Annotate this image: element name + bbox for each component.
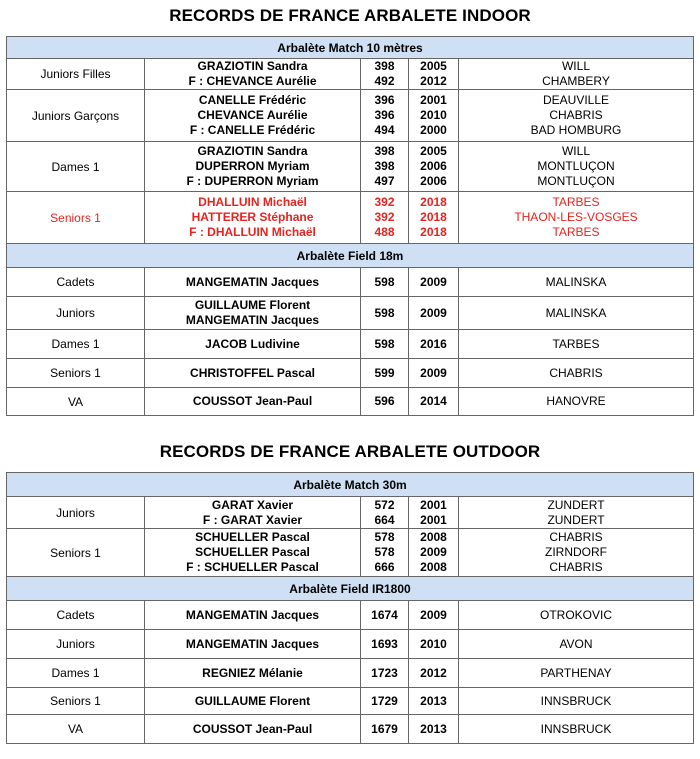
category-cell: Juniors Garçons: [7, 90, 145, 142]
place-cell: [459, 192, 694, 244]
archer-name-line: MANGEMATIN Jacques: [185, 636, 320, 651]
score-line: 492: [374, 74, 395, 88]
archer-name-line: GRAZIOTIN Sandra: [197, 144, 308, 158]
score-line: 664: [374, 512, 395, 527]
year-line: 2001: [420, 497, 447, 512]
score-cell: [361, 297, 409, 330]
place-line: CHAMBERY: [542, 74, 610, 88]
category-cell: Juniors: [7, 630, 145, 659]
place-line: HANOVRE: [546, 394, 606, 408]
place-cell: [459, 297, 694, 330]
place-cell: [459, 688, 694, 715]
archer-names-cell: [145, 688, 361, 715]
archer-name-line: DHALLUIN Michaël: [198, 195, 307, 209]
year-line: 2006: [420, 159, 447, 173]
year-cell: [409, 90, 459, 142]
record-row: [7, 90, 694, 142]
year-line: 2013: [420, 693, 447, 708]
place-cell: [459, 59, 694, 90]
archer-name-line: GUILLAUME Florent: [194, 298, 311, 312]
place-cell: [459, 601, 694, 630]
category-cell: VA: [7, 388, 145, 416]
score-cell: [361, 715, 409, 744]
score-line: 497: [374, 174, 395, 188]
year-line: 2009: [420, 274, 447, 289]
place-line: MONTLUÇON: [537, 174, 615, 188]
archer-name-line: REGNIEZ Mélanie: [202, 665, 303, 680]
score-cell: [361, 601, 409, 630]
record-row: [7, 529, 694, 577]
place-cell: [459, 497, 694, 529]
place-cell: [459, 359, 694, 388]
year-cell: [409, 715, 459, 744]
category-cell: Dames 1: [7, 142, 145, 192]
year-line: 2018: [420, 210, 447, 224]
record-row: [7, 630, 694, 659]
place-cell: [459, 142, 694, 192]
place-line: WILL: [561, 144, 590, 158]
archer-names-cell: [145, 142, 361, 192]
year-cell: [409, 497, 459, 529]
archer-names-cell: [145, 192, 361, 244]
score-cell: [361, 359, 409, 388]
year-cell: [409, 388, 459, 416]
score-line: 578: [374, 530, 395, 544]
archer-name-line: F : CHEVANCE Aurélie: [188, 74, 317, 88]
score-cell: [361, 59, 409, 90]
year-line: 2009: [420, 365, 447, 380]
outdoor-records-table: [6, 472, 694, 744]
category-cell: Seniors 1: [7, 359, 145, 388]
year-cell: [409, 297, 459, 330]
score-cell: [361, 630, 409, 659]
place-line: ZUNDERT: [547, 497, 605, 512]
place-line: MALINSKA: [545, 305, 607, 320]
year-line: 2005: [420, 59, 447, 73]
place-cell: [459, 330, 694, 359]
year-line: 2006: [420, 174, 447, 188]
category-cell: Juniors Filles: [7, 59, 145, 90]
archer-names-cell: [145, 90, 361, 142]
score-cell: [361, 659, 409, 688]
year-cell: [409, 659, 459, 688]
score-cell: [361, 388, 409, 416]
place-cell: [459, 715, 694, 744]
place-line: THAON-LES-VOSGES: [514, 210, 638, 224]
place-line: INNSBRUCK: [540, 693, 612, 708]
record-row: [7, 297, 694, 330]
place-line: CHABRIS: [549, 365, 603, 380]
year-line: 2018: [420, 195, 447, 209]
place-line: OTROKOVIC: [539, 607, 612, 622]
score-line: 578: [374, 545, 395, 559]
score-line: 572: [374, 497, 395, 512]
archer-name-line: GUILLAUME Florent: [194, 693, 311, 708]
record-row: [7, 359, 694, 388]
year-line: 2005: [420, 144, 447, 158]
score-line: 1674: [371, 607, 398, 622]
score-line: 599: [374, 365, 395, 380]
score-line: 392: [374, 195, 395, 209]
category-cell: Seniors 1: [7, 192, 145, 244]
archer-name-line: JACOB Ludivine: [205, 336, 300, 351]
archer-names-cell: [145, 59, 361, 90]
record-row: [7, 688, 694, 715]
score-line: 666: [374, 560, 395, 574]
place-cell: [459, 529, 694, 577]
score-line: 396: [374, 108, 395, 122]
record-row: [7, 715, 694, 744]
archer-names-cell: [145, 497, 361, 529]
year-line: 2009: [420, 305, 447, 320]
score-line: 398: [374, 159, 395, 173]
record-row: [7, 659, 694, 688]
score-line: 1693: [371, 636, 398, 651]
archer-name-line: F : DHALLUIN Michaël: [189, 225, 316, 239]
archer-name-line: GRAZIOTIN Sandra: [197, 59, 308, 73]
place-line: TARBES: [552, 225, 600, 239]
year-cell: [409, 330, 459, 359]
archer-name-line: GARAT Xavier: [211, 497, 294, 512]
archer-names-cell: [145, 659, 361, 688]
year-cell: [409, 192, 459, 244]
record-row: [7, 601, 694, 630]
place-line: INNSBRUCK: [540, 721, 612, 736]
year-line: 2000: [420, 123, 447, 137]
place-cell: [459, 268, 694, 297]
year-line: 2012: [420, 74, 447, 88]
archer-name-line: MANGEMATIN Jacques: [185, 274, 320, 289]
category-cell: Seniors 1: [7, 688, 145, 715]
archer-names-cell: [145, 359, 361, 388]
archer-names-cell: [145, 388, 361, 416]
archer-name-line: COUSSOT Jean-Paul: [192, 721, 313, 736]
archer-name-line: CHRISTOFFEL Pascal: [190, 365, 315, 380]
score-cell: [361, 90, 409, 142]
place-line: ZUNDERT: [547, 512, 605, 527]
year-line: 2018: [420, 225, 447, 239]
year-line: 2008: [420, 530, 447, 544]
indoor-records-table: [6, 36, 694, 416]
score-cell: [361, 688, 409, 715]
place-cell: [459, 90, 694, 142]
place-cell: [459, 388, 694, 416]
section-header: Arbalète Match 30m: [7, 473, 694, 497]
score-cell: [361, 529, 409, 577]
year-line: 2013: [420, 721, 447, 736]
score-line: 398: [374, 144, 395, 158]
place-cell: [459, 630, 694, 659]
archer-name-line: CHEVANCE Aurélie: [197, 108, 308, 122]
place-line: MONTLUÇON: [537, 159, 615, 173]
place-line: TARBES: [552, 336, 600, 351]
place-line: CHABRIS: [549, 560, 603, 574]
record-row: [7, 388, 694, 416]
place-line: AVON: [559, 636, 593, 651]
score-cell: [361, 497, 409, 529]
score-cell: [361, 192, 409, 244]
record-row: [7, 142, 694, 192]
place-line: BAD HOMBURG: [530, 123, 622, 137]
score-line: 398: [374, 59, 395, 73]
score-line: 494: [374, 123, 395, 137]
score-line: 598: [374, 336, 395, 351]
place-line: CHABRIS: [549, 108, 603, 122]
archer-names-cell: [145, 268, 361, 297]
year-cell: [409, 529, 459, 577]
category-cell: Dames 1: [7, 659, 145, 688]
year-line: 2009: [420, 607, 447, 622]
score-line: 1723: [371, 665, 398, 680]
archer-name-line: DUPERRON Myriam: [195, 159, 310, 173]
section-header: Arbalète Field 18m: [7, 244, 694, 268]
place-line: MALINSKA: [545, 274, 607, 289]
archer-name-line: F : GARAT Xavier: [202, 512, 303, 527]
outdoor-title: RECORDS DE FRANCE ARBALETE OUTDOOR: [159, 442, 541, 461]
archer-names-cell: [145, 715, 361, 744]
record-row: [7, 192, 694, 244]
archer-name-line: MANGEMATIN Jacques: [185, 313, 320, 327]
record-row: [7, 59, 694, 90]
archer-names-cell: [145, 330, 361, 359]
place-line: DEAUVILLE: [542, 93, 610, 107]
place-line: CHABRIS: [549, 530, 603, 544]
category-cell: Dames 1: [7, 330, 145, 359]
score-line: 396: [374, 93, 395, 107]
archer-name-line: SCHUELLER Pascal: [195, 530, 310, 544]
category-cell: Cadets: [7, 601, 145, 630]
archer-names-cell: [145, 601, 361, 630]
score-line: 1729: [371, 693, 398, 708]
year-cell: [409, 268, 459, 297]
score-line: 598: [374, 274, 395, 289]
year-cell: [409, 359, 459, 388]
category-cell: Cadets: [7, 268, 145, 297]
year-line: 2001: [420, 93, 447, 107]
place-line: ZIRNDORF: [545, 545, 607, 559]
archer-name-line: F : SCHUELLER Pascal: [186, 560, 319, 574]
category-cell: Seniors 1: [7, 529, 145, 577]
archer-name-line: HATTERER Stéphane: [191, 210, 314, 224]
archer-name-line: SCHUELLER Pascal: [195, 545, 310, 559]
year-line: 2016: [420, 336, 447, 351]
archer-name-line: MANGEMATIN Jacques: [185, 607, 320, 622]
score-line: 1679: [371, 721, 398, 736]
indoor-title: RECORDS DE FRANCE ARBALETE INDOOR: [169, 6, 531, 25]
year-line: 2008: [420, 560, 447, 574]
score-cell: [361, 142, 409, 192]
year-cell: [409, 142, 459, 192]
category-cell: Juniors: [7, 297, 145, 330]
category-cell: VA: [7, 715, 145, 744]
score-line: 596: [374, 394, 395, 408]
record-row: [7, 497, 694, 529]
section-header-row: [7, 244, 694, 268]
archer-name-line: F : CANELLE Frédéric: [189, 123, 316, 137]
year-line: 2010: [420, 108, 447, 122]
year-cell: [409, 59, 459, 90]
archer-name-line: CANELLE Frédéric: [198, 93, 307, 107]
year-line: 2010: [420, 636, 447, 651]
archer-names-cell: [145, 297, 361, 330]
year-line: 2009: [420, 545, 447, 559]
place-line: WILL: [561, 59, 590, 73]
record-row: [7, 330, 694, 359]
year-cell: [409, 688, 459, 715]
section-header-row: [7, 473, 694, 497]
year-line: 2001: [420, 512, 447, 527]
score-line: 488: [374, 225, 395, 239]
place-line: TARBES: [552, 195, 600, 209]
year-cell: [409, 601, 459, 630]
place-line: PARTHENAY: [540, 665, 612, 680]
score-cell: [361, 268, 409, 297]
archer-name-line: F : DUPERRON Myriam: [186, 174, 319, 188]
archer-names-cell: [145, 529, 361, 577]
year-line: 2014: [420, 394, 447, 408]
score-cell: [361, 330, 409, 359]
section-header: Arbalète Field IR1800: [7, 577, 694, 601]
record-row: [7, 268, 694, 297]
category-cell: Juniors: [7, 497, 145, 529]
section-header-row: [7, 577, 694, 601]
archer-name-line: COUSSOT Jean-Paul: [192, 394, 313, 408]
place-cell: [459, 659, 694, 688]
score-line: 392: [374, 210, 395, 224]
section-header-row: [7, 37, 694, 59]
section-header: Arbalète Match 10 mètres: [7, 37, 694, 59]
archer-names-cell: [145, 630, 361, 659]
score-line: 598: [374, 305, 395, 320]
year-cell: [409, 630, 459, 659]
year-line: 2012: [420, 665, 447, 680]
